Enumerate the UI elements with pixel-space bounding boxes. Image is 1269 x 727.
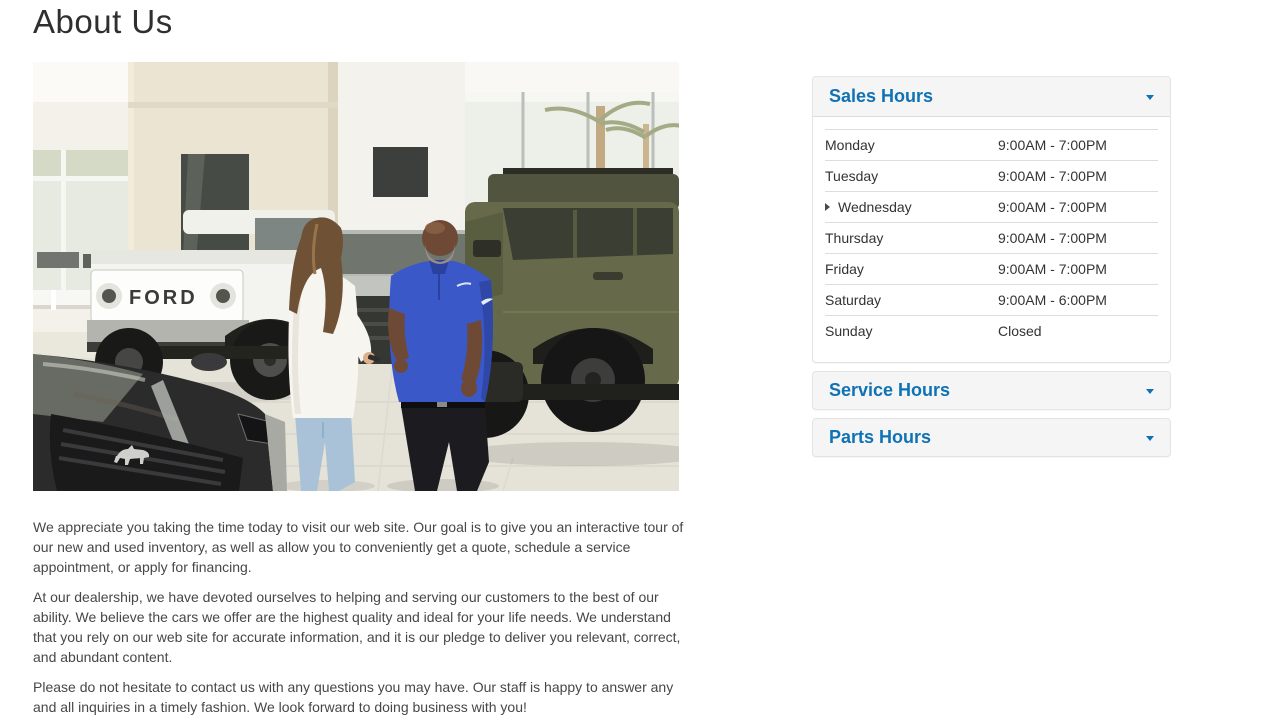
about-paragraph: At our dealership, we have devoted ourselves to helping and serving our customers to the best of our ability. We believe the cars we offer are the highest quality and ideal for your life needs. We understand that you rely on our web site for accurate information, and it is our pledge to deliver you relevant, correct, and abundant content.	[33, 589, 681, 665]
time-value: Closed	[998, 323, 1042, 339]
parts-hours-title: Parts Hours	[829, 427, 932, 447]
day-label: Saturday	[825, 292, 882, 308]
hours-row	[825, 316, 1158, 347]
day-label: Friday	[825, 261, 864, 277]
time-value: 9:00AM - 7:00PM	[998, 261, 1107, 277]
time-value: 9:00AM - 7:00PM	[998, 168, 1107, 184]
page-title: About Us	[33, 3, 173, 40]
time-value: 9:00AM - 6:00PM	[998, 292, 1107, 308]
service-hours-panel	[812, 371, 1171, 410]
svg-text:FORD: FORD	[129, 287, 198, 309]
about-paragraph: Please do not hesitate to contact us with any questions you may have. Our staff is happy to answer any and all inquiries in a timely fashion. We look forward to doing business with you!	[33, 679, 674, 715]
sales-hours-header[interactable]	[813, 77, 1170, 116]
hours-row	[825, 130, 1158, 161]
time-value: 9:00AM - 7:00PM	[998, 230, 1107, 246]
sales-hours-title: Sales Hours	[829, 86, 934, 106]
day-label: Wednesday	[838, 199, 912, 215]
hours-row	[825, 285, 1158, 316]
today-marker-icon	[825, 203, 830, 211]
hours-row	[825, 254, 1158, 285]
day-label: Tuesday	[825, 168, 879, 184]
sales-hours-body	[813, 116, 1170, 362]
hours-row	[825, 161, 1158, 192]
parts-hours-header[interactable]	[813, 419, 1170, 456]
chevron-down-icon	[1146, 389, 1154, 394]
chevron-down-icon	[1146, 436, 1154, 441]
showroom-photo	[33, 62, 679, 491]
chevron-down-icon	[1146, 95, 1154, 100]
hours-row	[825, 223, 1158, 254]
about-copy	[33, 517, 689, 727]
day-label: Thursday	[825, 230, 884, 246]
sales-hours-table	[825, 129, 1158, 346]
service-hours-title: Service Hours	[829, 380, 951, 400]
parts-hours-panel	[812, 418, 1171, 457]
showroom-illustration	[33, 62, 679, 491]
time-value: 9:00AM - 7:00PM	[998, 199, 1107, 215]
sales-hours-panel	[812, 76, 1171, 363]
hours-row-today	[825, 192, 1158, 223]
day-label: Sunday	[825, 323, 873, 339]
service-hours-header[interactable]	[813, 372, 1170, 409]
time-value: 9:00AM - 7:00PM	[998, 137, 1107, 153]
about-paragraph: We appreciate you taking the time today to visit our web site. Our goal is to give you an interactive tour of our new and used inventory, as well as allow you to conveniently get a quote, schedule a service appointment, or apply for financing.	[33, 519, 684, 575]
day-label: Monday	[825, 137, 875, 153]
hours-column	[812, 76, 1171, 465]
